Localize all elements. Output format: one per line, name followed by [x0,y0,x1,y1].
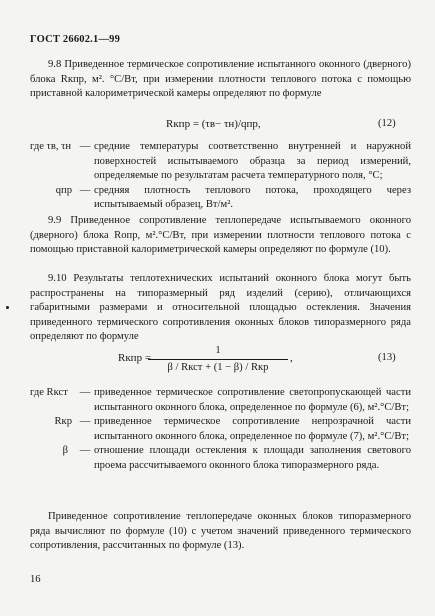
paragraph-final: Приведенное сопротивление теплопередаче оконных блоков типоразмерного ряда вычисляют по формуле (10) с учетом значений приведенного термического сопротивления, рассчитанных по формуле (13). [30,511,411,552]
definition-row: где τв, τн — средние температуры соответственно внутренней и наружной поверхностей испытываемого образца за период измерений, определяемые по результатам расчета температурного поля, °С; [30,140,411,184]
paragraph-9-10: 9.10 Результаты теплотехнических испытаний оконного блока могут быть распространены на типоразмерный ряд изделий (серию), отличающихся габаритными размерами и относительной площадью остекления. Значения приведенного термического сопротивления оконных блоков типоразмерного ряда определяют по формуле [30,273,411,343]
definitions-list-2 [30,386,411,474]
fraction-bar [148,359,288,360]
document-header: ГОСТ 26602.1—99 [30,34,121,45]
equation-number-13: (13) [378,352,396,363]
definition-label: β [62,445,68,457]
formula-13-comma: , [290,352,293,364]
definition-text: средняя плотность теплового потока, проходящего через испытываемый образец, Вт/м². [94,184,411,211]
fraction-denominator: β / Rкст + (1 − β) / Rкр [167,362,269,373]
definition-row: β — отношение площади остекления к площади заполнения светового проема рассчитываемого оконного блока типоразмерного ряда. [30,444,411,473]
formula-13-lhs: Rкпр = [118,352,152,364]
definition-label: где τв, τн [30,141,72,152]
formula-13-fraction [148,344,288,375]
equation-number-12: (12) [378,118,396,129]
definition-text: приведенное термическое сопротивление непрозрачной части испытанного оконного блока, определенное по формуле (7), м².°С/Вт; [94,416,411,442]
definition-row: qпр — средняя плотность теплового потока, проходящего через испытываемый образец, Вт/м². [30,184,411,213]
formula-12: Rкпр = (τв− τн)/qпр, [166,118,261,130]
definition-label: qпр [55,184,72,196]
paragraph-9-8: 9.8 Приведенное термическое сопротивление испытанного оконного (дверного) блока Rкпр, м². °С/Вт, при измерении плотности теплового потока с помощью приставной калориметрической камеры определяют по формуле [30,59,411,100]
definition-text: приведенное термическое сопротивление светопропускающей части испытанного оконного блока, определенное по формуле (6), м².°С/Вт; [94,387,411,413]
definition-row: где Rкст — приведенное термическое сопротивление светопропускающей части испытанного оконного блока, определенное по формуле (6), м².°С/Вт; [30,386,411,415]
definition-text: средние температуры соответственно внутренней и наружной поверхностей испытываемого образца за период измерений, определяемые по результатам расчета температурного поля, °С; [94,141,411,182]
paragraph-9-9: 9.9 Приведенное сопротивление теплопередаче испытываемого оконного (дверного) блока Rопр, м².°С/Вт, при измерении плотности теплового потока с помощью приставной калориметрической камеры определяют по формуле (10). [30,215,411,256]
page-number: 16 [30,574,41,585]
margin-mark [6,306,9,309]
definition-text: отношение площади остекления к площади заполнения светового проема рассчитываемого оконного блока типоразмерного ряда. [94,445,411,471]
definitions-list-1 [30,140,411,213]
fraction-numerator: 1 [215,345,221,356]
definition-row: Rкр — приведенное термическое сопротивление непрозрачной части испытанного оконного блока, определенное по формуле (7), м².°С/Вт; [30,415,411,444]
definition-label: Rкр [54,416,72,428]
definition-label: где Rкст [30,387,68,398]
